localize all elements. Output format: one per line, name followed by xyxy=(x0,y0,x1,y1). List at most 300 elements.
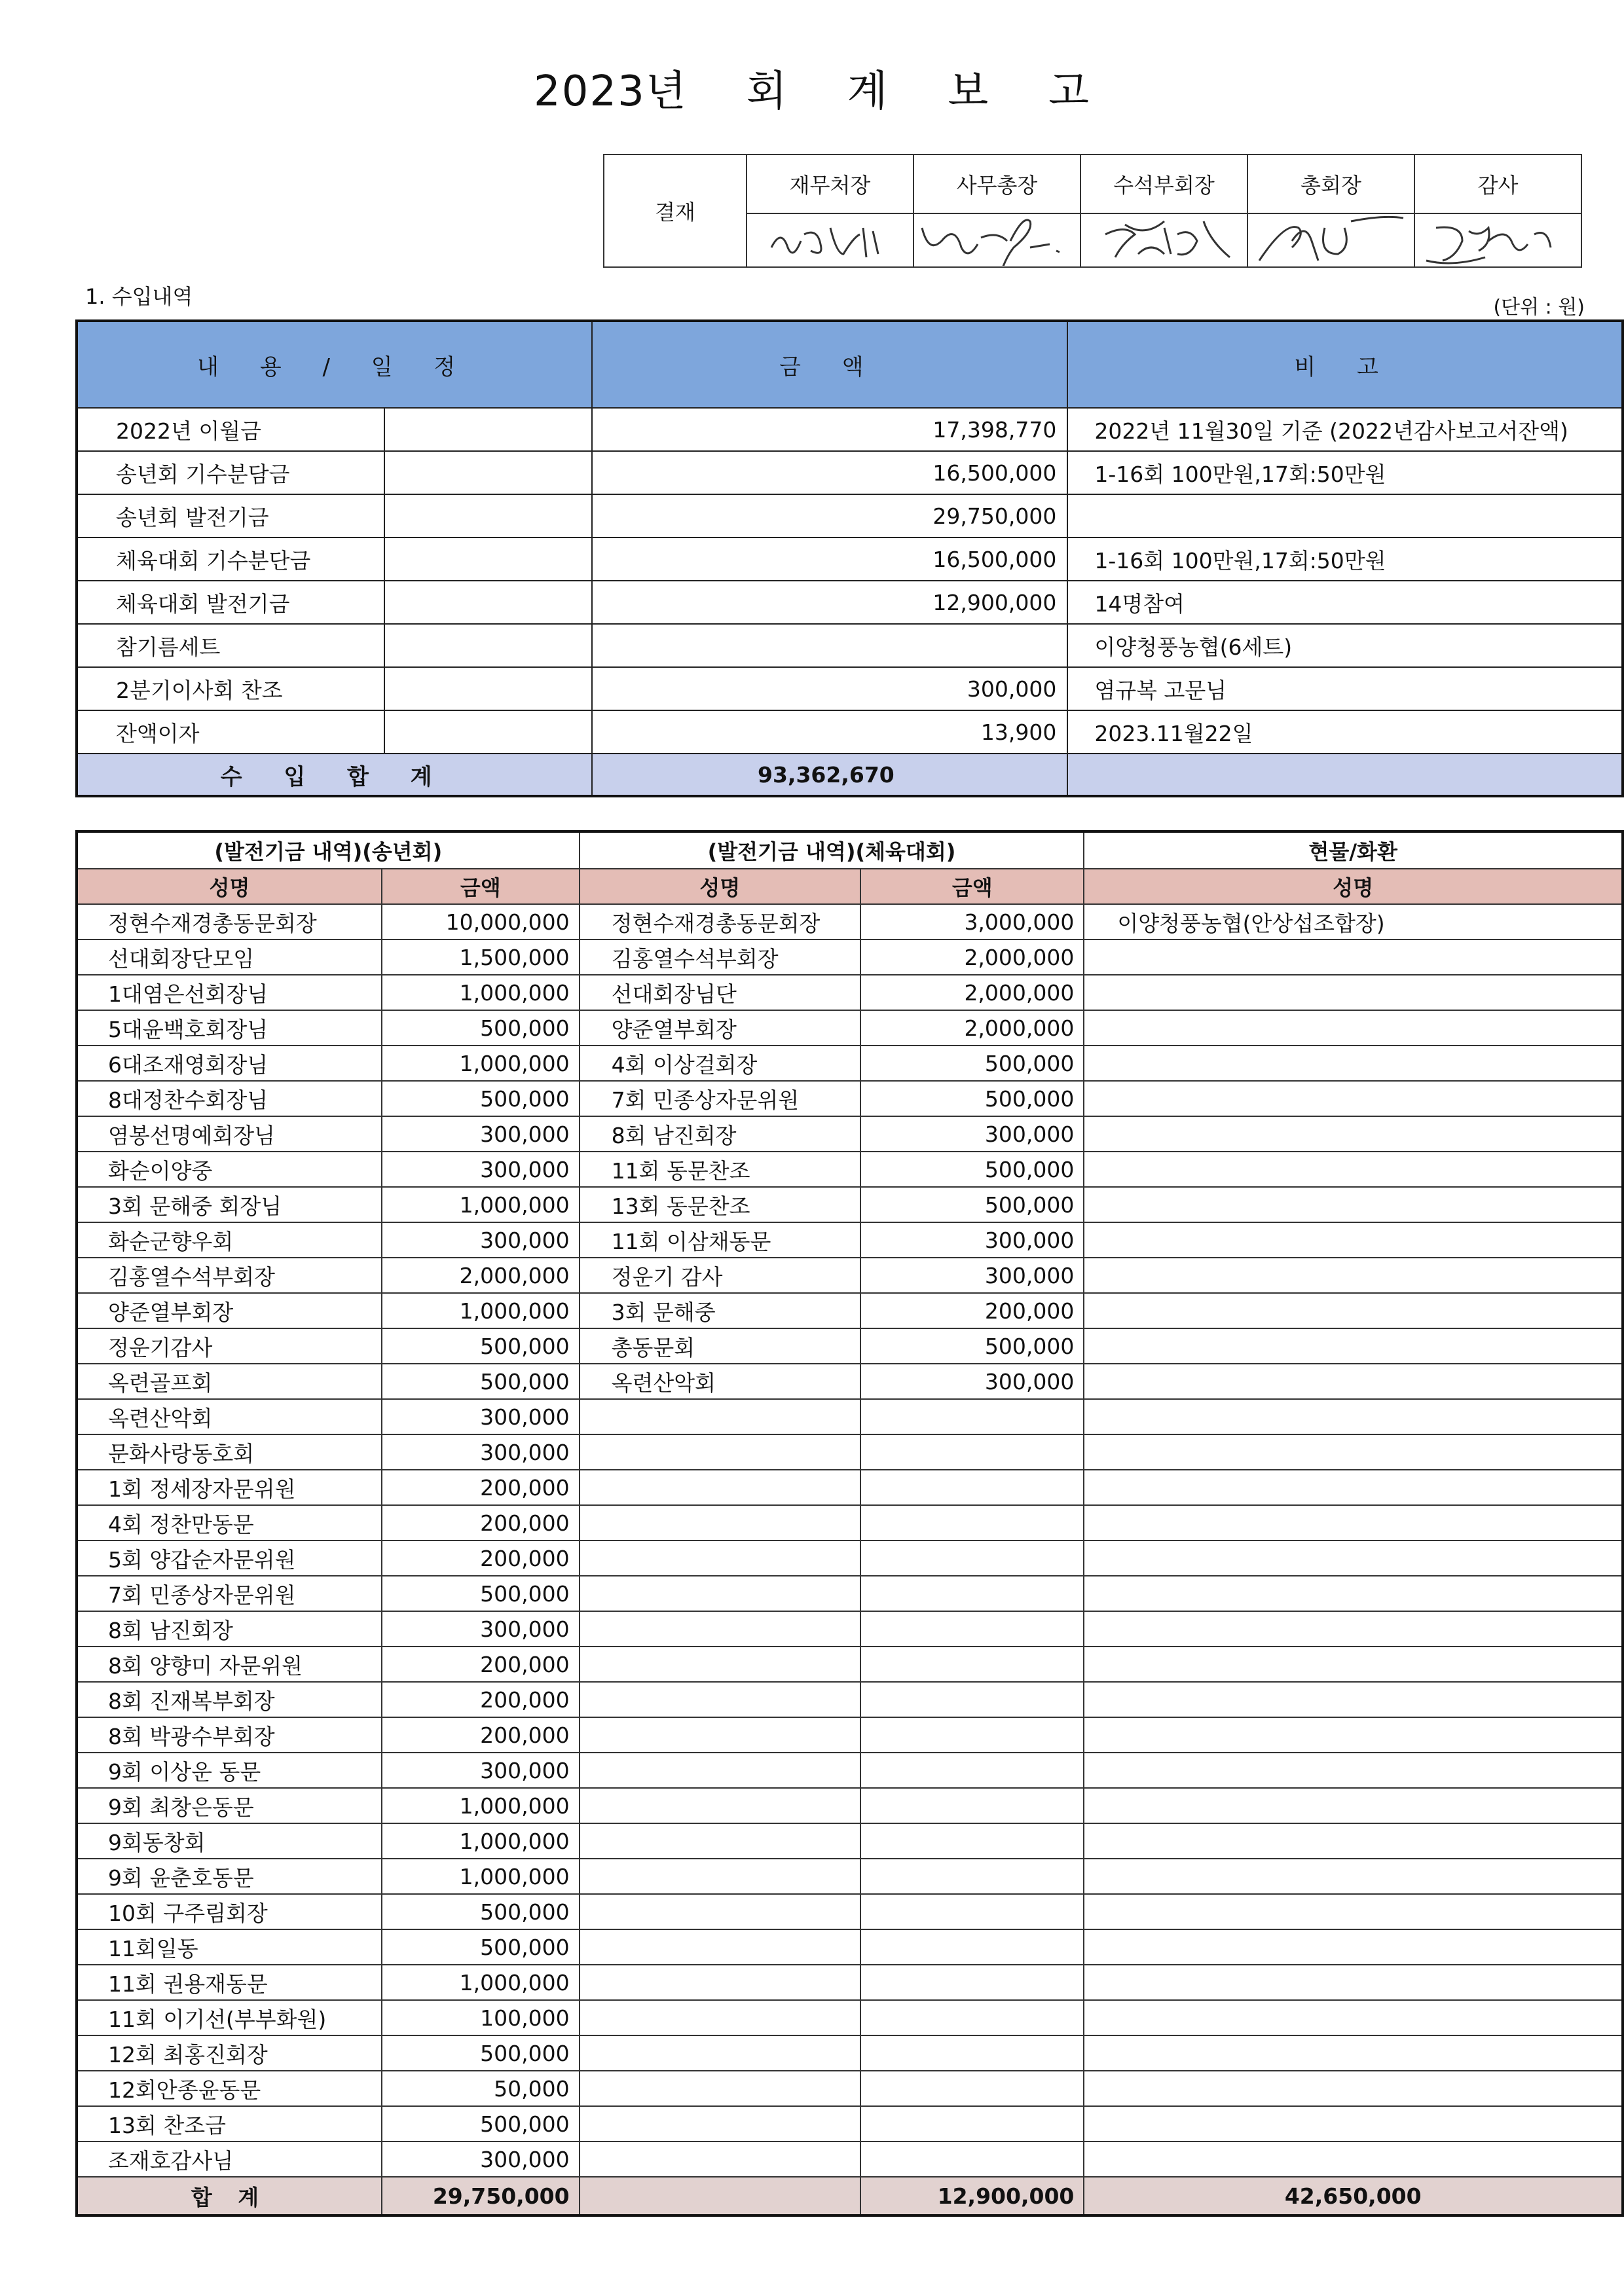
donor-amount-sports xyxy=(860,1929,1084,1965)
donor-amount-year-end: 10,000,000 xyxy=(382,904,580,939)
donor-name-year-end: 염봉선명예회장님 xyxy=(77,1116,382,1152)
donor-name-year-end: 9회동창회 xyxy=(77,1823,382,1859)
table-row xyxy=(77,1293,1623,1328)
donor-amount-sports: 500,000 xyxy=(860,1187,1084,1222)
income-item: 2분기이사회 찬조 xyxy=(77,667,384,710)
signature-5 xyxy=(1414,213,1581,267)
donor-name-in-kind xyxy=(1084,2141,1623,2177)
donor-name-sports: 김홍열수석부회장 xyxy=(580,939,860,975)
donor-amount-sports xyxy=(860,2071,1084,2106)
table-row xyxy=(77,2035,1623,2071)
donor-name-in-kind xyxy=(1084,1753,1623,1788)
donation-group-header-row xyxy=(77,831,1623,869)
donor-name-year-end: 정현수재경총동문회장 xyxy=(77,904,382,939)
income-blank xyxy=(384,538,592,581)
signature-4 xyxy=(1247,213,1414,267)
income-row xyxy=(77,710,1623,754)
donor-name-sports: 정운기 감사 xyxy=(580,1258,860,1293)
donor-amount-sports xyxy=(860,2000,1084,2035)
donor-amount-year-end: 500,000 xyxy=(382,1894,580,1929)
table-row xyxy=(77,939,1623,975)
income-blank xyxy=(384,624,592,667)
donor-name-sports: 7회 민종상자문위원 xyxy=(580,1081,860,1116)
signature-1 xyxy=(747,213,913,267)
donor-name-year-end: 화순군향우회 xyxy=(77,1222,382,1258)
donor-amount-year-end: 200,000 xyxy=(382,1682,580,1717)
donor-name-sports: 4회 이상걸회장 xyxy=(580,1046,860,1081)
income-note: 이양청풍농협(6세트) xyxy=(1067,624,1623,667)
income-amount: 17,398,770 xyxy=(592,408,1067,451)
signature-mark-3 xyxy=(1086,215,1243,266)
donor-amount-sports: 500,000 xyxy=(860,1081,1084,1116)
donor-name-year-end: 1대염은선회장님 xyxy=(77,975,382,1010)
table-row xyxy=(77,1611,1623,1647)
donor-amount-year-end: 300,000 xyxy=(382,1399,580,1434)
donor-amount-sports: 200,000 xyxy=(860,1293,1084,1328)
donor-amount-year-end: 200,000 xyxy=(382,1717,580,1753)
income-header-note: 비 고 xyxy=(1067,321,1623,408)
donor-name-in-kind xyxy=(1084,1788,1623,1823)
donation-total-label: 합 계 xyxy=(77,2177,382,2215)
donor-name-year-end: 8회 진재복부회장 xyxy=(77,1682,382,1717)
income-header-item: 내 용 / 일 정 xyxy=(77,321,592,408)
unit-label: (단위 : 원) xyxy=(1493,296,1585,319)
donor-name-in-kind xyxy=(1084,2000,1623,2035)
donor-amount-year-end: 1,000,000 xyxy=(382,1788,580,1823)
donor-name-in-kind xyxy=(1084,1010,1623,1046)
donor-name-sports xyxy=(580,1540,860,1576)
donor-amount-year-end: 1,000,000 xyxy=(382,1046,580,1081)
donor-name-in-kind xyxy=(1084,1894,1623,1929)
donor-amount-year-end: 100,000 xyxy=(382,2000,580,2035)
donor-name-sports xyxy=(580,1576,860,1611)
approval-role-2: 사무총장 xyxy=(913,155,1080,213)
donor-name-sports: 선대회장님단 xyxy=(580,975,860,1010)
approval-role-3: 수석부회장 xyxy=(1080,155,1247,213)
approval-role-4: 총회장 xyxy=(1247,155,1414,213)
donor-amount-sports xyxy=(860,2141,1084,2177)
donor-name-year-end: 옥련골프회 xyxy=(77,1364,382,1399)
donor-name-year-end: 8회 박광수부회장 xyxy=(77,1717,382,1753)
income-item: 잔액이자 xyxy=(77,710,384,754)
approval-role-1: 재무처장 xyxy=(747,155,913,213)
income-note: 14명참여 xyxy=(1067,581,1623,624)
income-blank xyxy=(384,408,592,451)
income-header-amount: 금 액 xyxy=(592,321,1067,408)
donation-total-blank xyxy=(580,2177,860,2215)
donor-name-year-end: 11회 이기선(부부화원) xyxy=(77,2000,382,2035)
donor-amount-sports xyxy=(860,1753,1084,1788)
donor-name-in-kind xyxy=(1084,939,1623,975)
income-note: 1-16회 100만원,17회:50만원 xyxy=(1067,451,1623,494)
donor-name-year-end: 8회 양향미 자문위원 xyxy=(77,1647,382,1682)
donor-amount-year-end: 300,000 xyxy=(382,1116,580,1152)
donation-table xyxy=(75,830,1624,2217)
donor-name-year-end: 9회 최창은동문 xyxy=(77,1788,382,1823)
donor-name-sports: 옥련산악회 xyxy=(580,1364,860,1399)
title-word-1: 회 xyxy=(746,67,788,116)
table-row xyxy=(77,1046,1623,1081)
donor-name-sports xyxy=(580,1434,860,1470)
donor-name-in-kind xyxy=(1084,1611,1623,1647)
donor-amount-year-end: 500,000 xyxy=(382,1328,580,1364)
table-row xyxy=(77,1859,1623,1894)
donor-amount-sports: 500,000 xyxy=(860,1046,1084,1081)
table-row xyxy=(77,1540,1623,1576)
table-row xyxy=(77,1116,1623,1152)
donor-amount-year-end: 300,000 xyxy=(382,1434,580,1470)
donor-amount-year-end: 500,000 xyxy=(382,1929,580,1965)
donor-amount-sports xyxy=(860,1647,1084,1682)
income-blank xyxy=(384,581,592,624)
income-amount: 29,750,000 xyxy=(592,494,1067,538)
donor-name-sports: 11회 동문찬조 xyxy=(580,1152,860,1187)
income-row xyxy=(77,667,1623,710)
donor-name-year-end: 8회 남진회장 xyxy=(77,1611,382,1647)
donor-name-sports xyxy=(580,2000,860,2035)
donor-name-in-kind xyxy=(1084,2106,1623,2141)
table-row xyxy=(77,1364,1623,1399)
donor-name-sports xyxy=(580,2035,860,2071)
donor-name-year-end: 3회 문해중 회장님 xyxy=(77,1187,382,1222)
donation-total-sports: 12,900,000 xyxy=(860,2177,1084,2215)
donor-name-in-kind xyxy=(1084,1399,1623,1434)
donor-amount-sports xyxy=(860,1823,1084,1859)
income-item: 송년회 발전기금 xyxy=(77,494,384,538)
income-amount xyxy=(592,624,1067,667)
donor-amount-sports xyxy=(860,1611,1084,1647)
income-item: 송년회 기수분담금 xyxy=(77,451,384,494)
donor-name-sports xyxy=(580,2106,860,2141)
group-header-sports: (발전기금 내역)(체육대회) xyxy=(580,831,1084,869)
table-row xyxy=(77,1717,1623,1753)
donor-name-in-kind xyxy=(1084,1965,1623,2000)
table-row xyxy=(77,1434,1623,1470)
col-header-amount-1: 금액 xyxy=(382,869,580,904)
donor-name-in-kind xyxy=(1084,2071,1623,2106)
donor-name-sports: 양준열부회장 xyxy=(580,1010,860,1046)
income-total-amount: 93,362,670 xyxy=(592,754,1067,796)
table-row xyxy=(77,2000,1623,2035)
donor-name-year-end: 4회 정찬만동문 xyxy=(77,1505,382,1540)
donor-amount-sports xyxy=(860,1788,1084,1823)
donor-amount-sports: 300,000 xyxy=(860,1222,1084,1258)
donor-name-year-end: 화순이양중 xyxy=(77,1152,382,1187)
donor-amount-year-end: 200,000 xyxy=(382,1505,580,1540)
donor-name-in-kind xyxy=(1084,1647,1623,1682)
donor-name-sports: 정현수재경총동문회장 xyxy=(580,904,860,939)
income-blank xyxy=(384,667,592,710)
donor-amount-sports xyxy=(860,1399,1084,1434)
table-row xyxy=(77,2071,1623,2106)
group-header-year-end: (발전기금 내역)(송년회) xyxy=(77,831,580,869)
table-row xyxy=(77,1929,1623,1965)
income-total-note xyxy=(1067,754,1623,796)
donor-amount-year-end: 500,000 xyxy=(382,1364,580,1399)
donor-name-in-kind xyxy=(1084,1116,1623,1152)
donor-name-sports xyxy=(580,1929,860,1965)
donor-amount-year-end: 500,000 xyxy=(382,1081,580,1116)
table-row xyxy=(77,1187,1623,1222)
donor-amount-sports: 300,000 xyxy=(860,1116,1084,1152)
donor-name-in-kind xyxy=(1084,1682,1623,1717)
income-amount: 16,500,000 xyxy=(592,538,1067,581)
donor-name-year-end: 옥련산악회 xyxy=(77,1399,382,1434)
donation-total-year-end: 29,750,000 xyxy=(382,2177,580,2215)
income-total-label: 수 입 합 계 xyxy=(77,754,592,796)
donor-amount-year-end: 500,000 xyxy=(382,2106,580,2141)
donor-amount-sports: 2,000,000 xyxy=(860,939,1084,975)
income-total-row xyxy=(77,754,1623,796)
income-note: 2022년 11월30일 기준 (2022년감사보고서잔액) xyxy=(1067,408,1623,451)
section-title: 1. 수입내역 xyxy=(85,284,193,309)
table-row xyxy=(77,1152,1623,1187)
donor-amount-sports xyxy=(860,1576,1084,1611)
signature-mark-5 xyxy=(1423,215,1574,266)
donor-amount-year-end: 300,000 xyxy=(382,1753,580,1788)
donor-name-in-kind xyxy=(1084,1505,1623,1540)
donor-amount-year-end: 300,000 xyxy=(382,1222,580,1258)
donor-name-year-end: 9회 이상운 동문 xyxy=(77,1753,382,1788)
donor-amount-year-end: 200,000 xyxy=(382,1470,580,1505)
income-row xyxy=(77,538,1623,581)
donor-amount-sports xyxy=(860,1434,1084,1470)
donation-column-header-row xyxy=(77,869,1623,904)
title-word-3: 보 xyxy=(948,67,990,116)
signature-mark-4 xyxy=(1253,215,1410,266)
donor-name-sports xyxy=(580,1965,860,2000)
donor-amount-sports: 3,000,000 xyxy=(860,904,1084,939)
table-row xyxy=(77,1505,1623,1540)
income-note: 1-16회 100만원,17회:50만원 xyxy=(1067,538,1623,581)
donor-amount-year-end: 1,000,000 xyxy=(382,1859,580,1894)
col-header-name-3: 성명 xyxy=(1084,869,1623,904)
income-header-row xyxy=(77,321,1623,408)
col-header-name-2: 성명 xyxy=(580,869,860,904)
donor-name-in-kind xyxy=(1084,1081,1623,1116)
donor-name-in-kind xyxy=(1084,2035,1623,2071)
donor-name-in-kind xyxy=(1084,1859,1623,1894)
donor-name-in-kind xyxy=(1084,1929,1623,1965)
donor-name-year-end: 5회 양갑순자문위원 xyxy=(77,1540,382,1576)
donor-amount-year-end: 1,000,000 xyxy=(382,975,580,1010)
income-row xyxy=(77,494,1623,538)
donor-amount-sports xyxy=(860,1540,1084,1576)
donor-name-in-kind xyxy=(1084,1823,1623,1859)
donor-name-year-end: 정운기감사 xyxy=(77,1328,382,1364)
donor-amount-year-end: 200,000 xyxy=(382,1540,580,1576)
donor-name-sports: 8회 남진회장 xyxy=(580,1116,860,1152)
donor-name-sports xyxy=(580,1470,860,1505)
income-amount: 16,500,000 xyxy=(592,451,1067,494)
income-blank xyxy=(384,451,592,494)
donor-name-in-kind xyxy=(1084,1222,1623,1258)
donor-name-year-end: 11회일동 xyxy=(77,1929,382,1965)
table-row xyxy=(77,1470,1623,1505)
donor-amount-year-end: 500,000 xyxy=(382,1010,580,1046)
donor-amount-sports xyxy=(860,1894,1084,1929)
income-table xyxy=(75,319,1624,797)
income-note: 2023.11월22일 xyxy=(1067,710,1623,754)
table-row xyxy=(77,1788,1623,1823)
donor-name-sports xyxy=(580,1647,860,1682)
signature-2 xyxy=(913,213,1080,267)
donor-name-sports: 3회 문해중 xyxy=(580,1293,860,1328)
donor-name-sports xyxy=(580,2141,860,2177)
donor-amount-sports xyxy=(860,1470,1084,1505)
donor-name-in-kind xyxy=(1084,975,1623,1010)
donor-name-in-kind xyxy=(1084,1717,1623,1753)
donor-amount-sports xyxy=(860,1859,1084,1894)
donor-name-year-end: 7회 민종상자문위원 xyxy=(77,1576,382,1611)
donor-name-sports xyxy=(580,1823,860,1859)
donor-name-year-end: 선대회장단모임 xyxy=(77,939,382,975)
donor-amount-year-end: 50,000 xyxy=(382,2071,580,2106)
donation-total-row xyxy=(77,2177,1623,2215)
donor-name-sports: 총동문회 xyxy=(580,1328,860,1364)
signature-mark-1 xyxy=(758,215,902,266)
donor-name-year-end: 10회 구주림회장 xyxy=(77,1894,382,1929)
col-header-amount-2: 금액 xyxy=(860,869,1084,904)
income-amount: 12,900,000 xyxy=(592,581,1067,624)
table-row xyxy=(77,904,1623,939)
table-row xyxy=(77,1647,1623,1682)
table-row xyxy=(77,1399,1623,1434)
donor-name-sports xyxy=(580,1505,860,1540)
donation-total-grand: 42,650,000 xyxy=(1084,2177,1623,2215)
income-blank xyxy=(384,494,592,538)
page-title xyxy=(0,58,1624,118)
donor-name-sports: 13회 동문찬조 xyxy=(580,1187,860,1222)
income-amount: 13,900 xyxy=(592,710,1067,754)
table-row xyxy=(77,975,1623,1010)
donor-amount-sports: 300,000 xyxy=(860,1258,1084,1293)
approval-table xyxy=(603,154,1582,268)
donor-name-in-kind xyxy=(1084,1540,1623,1576)
income-row xyxy=(77,624,1623,667)
table-row xyxy=(77,2141,1623,2177)
title-year: 2023년 xyxy=(533,67,688,116)
income-amount: 300,000 xyxy=(592,667,1067,710)
donor-name-year-end: 12회 최홍진회장 xyxy=(77,2035,382,2071)
donor-amount-year-end: 500,000 xyxy=(382,1576,580,1611)
donor-amount-year-end: 1,000,000 xyxy=(382,1823,580,1859)
donor-name-in-kind xyxy=(1084,1434,1623,1470)
donor-name-sports xyxy=(580,2071,860,2106)
donor-amount-year-end: 500,000 xyxy=(382,2035,580,2071)
donor-name-year-end: 8대정찬수회장님 xyxy=(77,1081,382,1116)
income-item: 2022년 이월금 xyxy=(77,408,384,451)
donor-name-year-end: 12회안종윤동문 xyxy=(77,2071,382,2106)
table-row xyxy=(77,1010,1623,1046)
donor-amount-year-end: 300,000 xyxy=(382,2141,580,2177)
donor-amount-sports: 2,000,000 xyxy=(860,975,1084,1010)
donor-amount-sports xyxy=(860,1682,1084,1717)
donor-name-sports xyxy=(580,1788,860,1823)
donor-amount-sports xyxy=(860,1965,1084,2000)
donor-name-in-kind: 이양청풍농협(안상섭조합장) xyxy=(1084,904,1623,939)
table-row xyxy=(77,2106,1623,2141)
table-row xyxy=(77,1965,1623,2000)
income-row xyxy=(77,451,1623,494)
approval-role-5: 감사 xyxy=(1414,155,1581,213)
donor-name-year-end: 김홍열수석부회장 xyxy=(77,1258,382,1293)
donor-amount-year-end: 1,500,000 xyxy=(382,939,580,975)
donor-name-year-end: 11회 권용재동문 xyxy=(77,1965,382,2000)
table-row xyxy=(77,1753,1623,1788)
donor-amount-year-end: 1,000,000 xyxy=(382,1187,580,1222)
donor-name-in-kind xyxy=(1084,1328,1623,1364)
donor-amount-year-end: 200,000 xyxy=(382,1647,580,1682)
donor-name-in-kind xyxy=(1084,1293,1623,1328)
donor-name-in-kind xyxy=(1084,1576,1623,1611)
donor-name-year-end: 1회 정세장자문위원 xyxy=(77,1470,382,1505)
donor-amount-year-end: 300,000 xyxy=(382,1152,580,1187)
table-row xyxy=(77,1576,1623,1611)
donor-name-sports xyxy=(580,1717,860,1753)
signature-mark-2 xyxy=(919,215,1076,266)
donor-name-year-end: 문화사랑동호회 xyxy=(77,1434,382,1470)
income-row xyxy=(77,408,1623,451)
donor-amount-sports: 500,000 xyxy=(860,1152,1084,1187)
donor-name-in-kind xyxy=(1084,1258,1623,1293)
donor-amount-year-end: 300,000 xyxy=(382,1611,580,1647)
income-note: 염규복 고문님 xyxy=(1067,667,1623,710)
table-row xyxy=(77,1222,1623,1258)
donor-name-year-end: 6대조재영회장님 xyxy=(77,1046,382,1081)
title-word-4: 고 xyxy=(1048,67,1090,116)
approval-label: 결재 xyxy=(604,155,747,267)
donor-name-sports xyxy=(580,1894,860,1929)
table-row xyxy=(77,1823,1623,1859)
income-item: 체육대회 기수분단금 xyxy=(77,538,384,581)
table-row xyxy=(77,1682,1623,1717)
donor-name-year-end: 13회 찬조금 xyxy=(77,2106,382,2141)
income-item: 참기름세트 xyxy=(77,624,384,667)
donor-name-sports xyxy=(580,1753,860,1788)
donor-amount-sports xyxy=(860,2106,1084,2141)
donor-amount-sports: 2,000,000 xyxy=(860,1010,1084,1046)
donor-amount-year-end: 1,000,000 xyxy=(382,1293,580,1328)
donor-name-in-kind xyxy=(1084,1364,1623,1399)
donor-name-year-end: 5대윤백호회장님 xyxy=(77,1010,382,1046)
donor-amount-sports xyxy=(860,1717,1084,1753)
donor-name-sports xyxy=(580,1611,860,1647)
col-header-name-1: 성명 xyxy=(77,869,382,904)
donor-amount-sports xyxy=(860,2035,1084,2071)
title-word-2: 계 xyxy=(847,67,889,116)
donor-amount-sports xyxy=(860,1505,1084,1540)
donor-name-in-kind xyxy=(1084,1046,1623,1081)
donor-name-year-end: 9회 윤춘호동문 xyxy=(77,1859,382,1894)
table-row xyxy=(77,1258,1623,1293)
table-row xyxy=(77,1328,1623,1364)
donor-amount-year-end: 2,000,000 xyxy=(382,1258,580,1293)
group-header-in-kind: 현물/화환 xyxy=(1084,831,1623,869)
donor-name-sports: 11회 이삼채동문 xyxy=(580,1222,860,1258)
donor-name-sports xyxy=(580,1682,860,1717)
income-item: 체육대회 발전기금 xyxy=(77,581,384,624)
donor-name-year-end: 조재호감사님 xyxy=(77,2141,382,2177)
income-row xyxy=(77,581,1623,624)
donor-name-in-kind xyxy=(1084,1470,1623,1505)
donor-amount-sports: 500,000 xyxy=(860,1328,1084,1364)
donor-name-year-end: 양준열부회장 xyxy=(77,1293,382,1328)
table-row xyxy=(77,1894,1623,1929)
donor-name-sports xyxy=(580,1859,860,1894)
donor-name-in-kind xyxy=(1084,1152,1623,1187)
income-blank xyxy=(384,710,592,754)
